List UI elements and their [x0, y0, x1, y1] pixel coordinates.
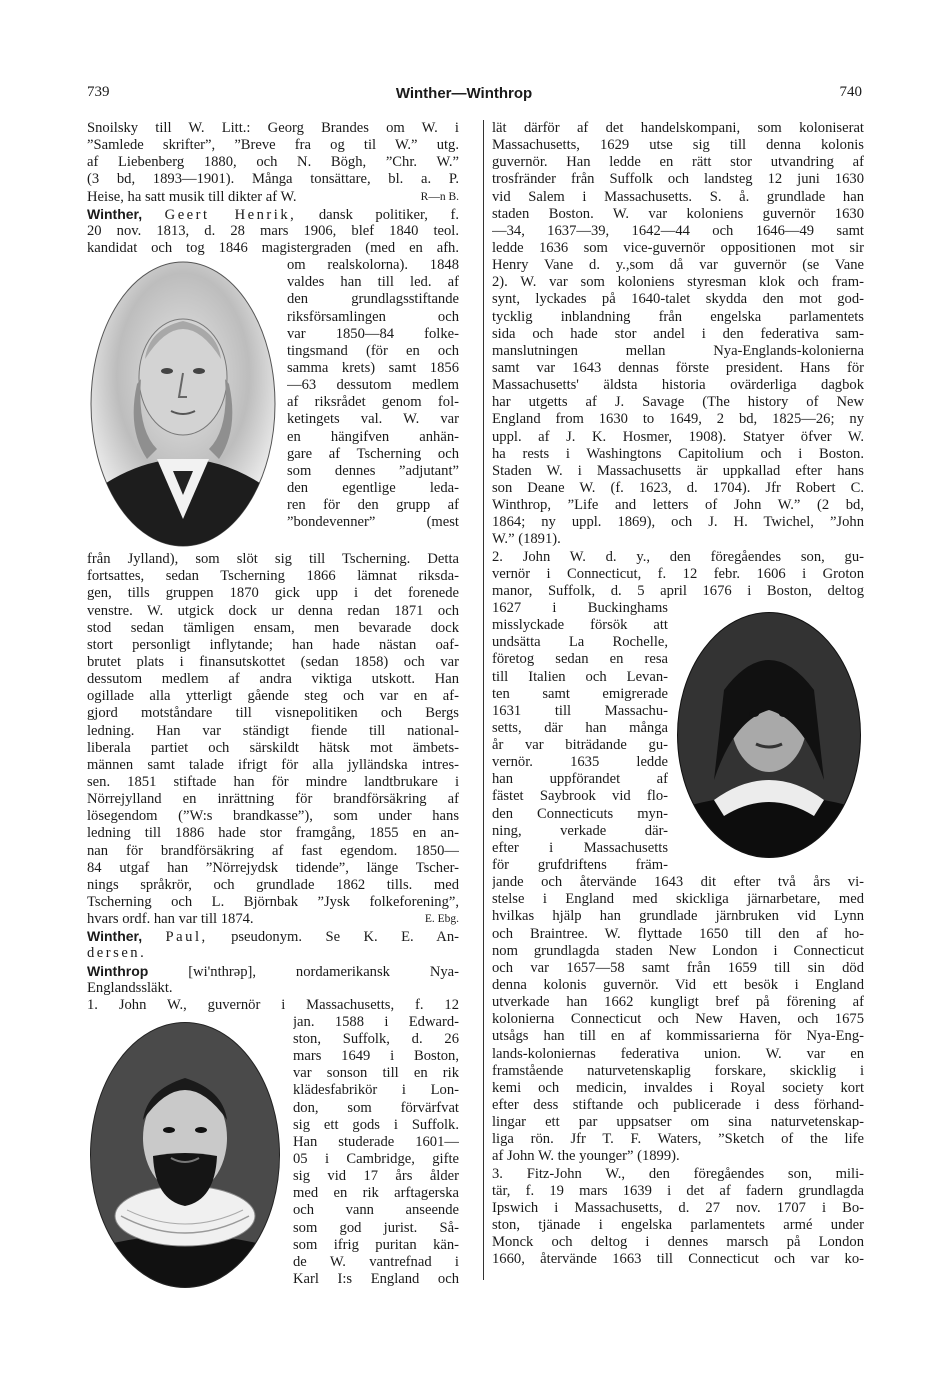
text-line: de W. vantrefnad i: [293, 1253, 459, 1270]
text-line: männen samt talade ifrigt för alla jylländska intres-: [87, 756, 459, 773]
text-line: lands-koloniernas federativa union. W. var en: [492, 1045, 864, 1062]
text-line: Karl I:s England och: [293, 1271, 459, 1288]
text-line: med en rik arftagerska: [293, 1185, 459, 1202]
portrait-john-winthrop: [87, 1020, 283, 1296]
text-line: 2. John W. d. y., den föregåendes son, gu-: [492, 548, 864, 565]
text-line: undsätta La Rochelle,: [492, 634, 668, 651]
text-line: hvars ordf. han var till 1874. E. Ebg.: [87, 911, 459, 928]
text-line: sig vid 17 års ålder: [293, 1168, 459, 1185]
text-line: fortsattes, sedan Tscherning 1866 lämnat riksda-: [87, 568, 459, 585]
text-line: England from 1630 to 1649, 2 bd, 1825—26; ny: [492, 411, 864, 428]
text-line: trosfränder från Suffolk och landsteg 12 juni 1630: [492, 171, 864, 188]
text-line: denna kolonis guvernör. Vid ett besök i England: [492, 977, 864, 994]
page-number-right: 740: [839, 84, 862, 100]
text-line: om realskolorna). 1848: [287, 257, 459, 274]
author-signature: E. Ebg.: [424, 913, 459, 926]
text-line: brutet plats i finansutskottet (sedan 1858) och var: [87, 653, 459, 670]
text-line: och Braintree. W. flyttade 1650 till den af ho-: [492, 925, 864, 942]
text-line: kolonierna Connecticut och New Haven, och 1675: [492, 1011, 864, 1028]
text-line: lät därför af det handelskompani, som koloniserat: [492, 120, 864, 136]
text-line: framstående naturvetenskaplig forskare, skicklig i: [492, 1062, 864, 1079]
text-line: (3 bd, 1893—1901). Många tonsättare, bl. a. P.: [87, 171, 459, 188]
text-line: valdes han till led. af: [287, 274, 459, 291]
text-line: utverkade han 1662 kungligt bref på förening af: [492, 994, 864, 1011]
text-line: tycklig inblandning från engelska parlamentets: [492, 308, 864, 325]
text-line: stelse i England med skickliga järnarbetare, med: [492, 891, 864, 908]
text-line: tär, f. 19 mars 1639 i det af fadern grundlagda: [492, 1182, 864, 1199]
text-line: som god jurist. Så-: [293, 1219, 459, 1236]
text-line: af John W. the younger” (1899).: [492, 1148, 680, 1165]
text-line: guvernör. Han ledde en rätt stor utvandring af: [492, 154, 864, 171]
text-line: lingar ett par uppsatser om sina naturvetenskap-: [492, 1114, 864, 1131]
text-line: ”Samlede skrifter”, ”Breve fra og til W.” utg.: [87, 137, 459, 154]
text-line: liberala partiet och särskildt hätsk mot ämbets-: [87, 739, 459, 756]
text-line: kemi och medicin, invaldes i Royal society kort: [492, 1079, 864, 1096]
text-line: Massachusetts, 1629 utse sig till denna kolonis: [492, 137, 864, 154]
text-line: sida och hade stor andel i den federativa sam-: [492, 325, 864, 342]
text-line: ha rests i Washingtons Capitolium och i Boston.: [492, 445, 864, 462]
text-line: som ifrig puritan kän-: [293, 1236, 459, 1253]
person-name: Paul,: [165, 929, 208, 946]
entry-text-continued: [492, 874, 864, 1148]
text-line: ren för den grupp af: [287, 497, 459, 514]
text-line: 1660, återvände 1663 till Connecticut och var ko-: [492, 1251, 864, 1268]
text-line: Nörrejylland en inrättning för brandförsäkring af: [87, 791, 459, 808]
text-line: sig ett gods i Suffolk.: [293, 1116, 459, 1133]
text-line: som dennes ”adjutant”: [287, 462, 459, 479]
text-line: af Liebenberg 1880, och N. Bögh, ”Chr. W.”: [87, 154, 459, 171]
entry-text-continued: [87, 551, 459, 911]
page-number-left: 739: [87, 84, 110, 100]
text-line: —63 dessutom medlem: [287, 377, 459, 394]
text-line: W.” (1891).: [492, 531, 561, 548]
text-line: nan för brandförsäkring af fast egendom. 1850—: [87, 842, 459, 859]
text-line: synt, lyckades på 1640-talet skydda den mot god-: [492, 291, 864, 308]
text-line: stort personligt inflytande; han hade nästan oaf-: [87, 636, 459, 653]
headword: Winther,: [87, 928, 143, 945]
person-name: Geert Henrik,: [164, 206, 297, 223]
text-line: Massachusetts' äldsta historia ovärderliga dagbok: [492, 377, 864, 394]
text-line: Han studerade 1601—: [293, 1133, 459, 1150]
text-line: ston, Suffolk, d. 26: [293, 1031, 459, 1048]
text-line: efter i Massachusetts: [492, 839, 668, 856]
entry-text: [87, 223, 459, 257]
text-line: liga rön. Jfr T. F. Waters, ”Sketch of the life: [492, 1131, 864, 1148]
text-line: ning, verkade där-: [492, 822, 668, 839]
text-line: Heise, ha satt musik till dikter af W. R—n B.: [87, 188, 459, 205]
text-line: 1864; ny uppl. 1869), och J. H. Twichel, ”John: [492, 514, 864, 531]
text-line: ogillade alla ytterligt gående steg och var en af-: [87, 688, 459, 705]
entry-winther-geert-heading: Winther, Geert Henrik, dansk politiker, f.: [87, 205, 459, 223]
entry-fitz-john-winthrop: [492, 1166, 864, 1269]
text-line: 2). W. var som koloniens styresman klok och fram-: [492, 274, 864, 291]
text-line: ledning. Han var ständigt fiende till national-: [87, 722, 459, 739]
text-line: stod sedan tämligen ensam, men bevarade dock: [87, 619, 459, 636]
text-line: don, som förvärfvat: [293, 1099, 459, 1116]
text-line: nings språkrör, och grundlade 1862 tills. med: [87, 876, 459, 893]
text-line: vernör i Connecticut, f. 12 febr. 1606 i Groton: [492, 565, 864, 582]
entry-winther-paul-heading: Winther, Paul, pseudonym. Se K. E. An-: [87, 928, 459, 946]
text-line: manor, Suffolk, d. 5 april 1676 i Boston, deltog: [492, 582, 864, 599]
text-line: gjord motståndare till visnepolitiken och Bergs: [87, 705, 459, 722]
text-line: dersen.: [87, 945, 147, 962]
text-line: dessutom medlem af andra viktiga utskott. Han: [87, 671, 459, 688]
text-line: lösegendom (”W:s brandkasse”), som under hans: [87, 808, 459, 825]
text-line: son Deane W. (f. 1623, d. 1704). Jfr Robert C.: [492, 479, 864, 496]
text-line: ledning till 1886 hade stor framgång, 1855 en an-: [87, 825, 459, 842]
text-line: riksförsamlingen och: [287, 308, 459, 325]
text-line: en hängifven anhän-: [287, 428, 459, 445]
text-line: vernör. 1635 ledde: [492, 754, 668, 771]
text-line: var sonson till en rik: [293, 1065, 459, 1082]
text-line: Tscherning och L. Björnbak ”Jysk folkeforening”,: [87, 893, 459, 910]
text-line: staden Boston. W. var koloniens guvernör 1630: [492, 205, 864, 222]
text-line: ledde 1636 som vice-guvernör oppositionen mot sir: [492, 239, 864, 256]
text-line: Snoilsky till W. Litt.: Georg Brandes om W. i: [87, 120, 459, 136]
text-line: utsågs han till en af kommissarierna för Nya-Eng-: [492, 1028, 864, 1045]
text-line: efter dess stiftande och publicerade i dess förhand-: [492, 1097, 864, 1114]
text-line: nom grundlagda staden New London i Connecticut: [492, 942, 864, 959]
text-line: år var biträdande gu-: [492, 737, 668, 754]
text-line: från Jylland), som slöt sig till Tscherning. Detta: [87, 551, 459, 568]
text-line: uppl. af J. K. Hosmer, 1908). Statyer öfver W.: [492, 428, 864, 445]
left-column: [87, 120, 459, 1296]
text-line: Ipswich i Massachusetts, d. 27 nov. 1707 i Bo-: [492, 1199, 864, 1216]
running-head: Winther—Winthrop: [395, 85, 533, 102]
text-line: —34, 1637—39, 1642—44 och 1646—49 samt: [492, 222, 864, 239]
text-line: för grufdriftens främ-: [492, 857, 668, 874]
entry-john-winthrop-younger: [492, 549, 864, 600]
author-signature: R—n B.: [420, 190, 459, 203]
text-line: mars 1649 i Boston,: [293, 1048, 459, 1065]
text-line: den egentlige leda-: [287, 479, 459, 496]
text-line: manslutningen mellan Nya-Englands-kolonierna: [492, 342, 864, 359]
text-line: den grundlagsstiftande: [287, 291, 459, 308]
portrait-block: [87, 257, 459, 551]
text-line: 3. Fitz-John W., den föregåendes son, mili-: [492, 1165, 864, 1182]
text-line: tingsmand (för en och: [287, 342, 459, 359]
text-line: fästet Saybrook vid flo-: [492, 788, 668, 805]
text-line: ten samt emigrerade: [492, 685, 668, 702]
winther-litt-text: [87, 120, 459, 189]
text-line: ”bondevenner” (mest: [287, 514, 459, 531]
text-line: setts, där han många: [492, 719, 668, 736]
text-line: 1627 i Buckinghams: [492, 599, 668, 616]
text-line: den Connecticuts myn-: [492, 805, 668, 822]
text-line: var 1850—84 folke-: [287, 325, 459, 342]
text-line: 05 i Cambridge, gifte: [293, 1151, 459, 1168]
john-winthrop-text: [492, 120, 864, 531]
headword: Winther,: [87, 205, 143, 222]
headword: Winthrop: [87, 962, 149, 979]
text-line: af riksrådet genom fol-: [287, 394, 459, 411]
text-line: har utgetts af J. Savage (The history of New: [492, 394, 864, 411]
text-line: samma krets) samt 1856: [287, 359, 459, 376]
text-line: företog sedan en resa: [492, 651, 668, 668]
text-line: ston, tjänade i engelska parlamentets armé under: [492, 1217, 864, 1233]
text-line: jan. 1588 i Edward-: [293, 1013, 459, 1030]
text-line: Monck och deltog i dennes marsch på London: [492, 1234, 864, 1251]
text-line: hvilkas hjälp han grundlade järnbruken vid Lynn: [492, 908, 864, 925]
text-line: Englandssläkt.: [87, 979, 173, 996]
portrait-block: [492, 600, 864, 874]
portrait-john-winthrop-younger: [674, 610, 864, 870]
text-line: gen, tills gruppen 1870 gick upp i det forenede: [87, 585, 459, 602]
text-line: till Italien och Levan-: [492, 668, 668, 685]
text-line: Staden W. i Massachusetts är uppkallad efter hans: [492, 462, 864, 479]
entry-john-winthrop-heading: 1. John W., guvernör i Massachusetts, f. 12: [87, 996, 459, 1013]
text-line: gare af Tscherning och: [287, 445, 459, 462]
text-line: samt var 1643 dennas förste president. Hans för: [492, 359, 864, 376]
text-line: ketingets val. W. var: [287, 411, 459, 428]
text-line: och vann anseende: [293, 1202, 459, 1219]
text-line: misslyckade försök att: [492, 617, 668, 634]
text-line: 1631 till Massachu-: [492, 702, 668, 719]
text-line: han uppförandet af: [492, 771, 668, 788]
portrait-geert-winther: [87, 259, 279, 551]
wrapped-text: [492, 600, 668, 874]
entry-winthrop-heading: Winthrop [wi'nthrəp], nordamerikansk Nya-: [87, 962, 459, 980]
text-line: Henry Vane d. y.,som då var guvernör (se Vane: [492, 257, 864, 274]
text-line: sen. 1851 stiftade han för mindre landtbrukare i: [87, 773, 459, 790]
portrait-block: [87, 1014, 459, 1296]
text-line: jande och återvände 1643 dit efter två års vi-: [492, 874, 864, 891]
text-line: 20 nov. 1813, d. 28 mars 1906, blef 1840 teol.: [87, 222, 459, 239]
wrapped-text: [293, 1014, 459, 1296]
text-line: venstre. W. utgick dock ur denna redan 1871 och: [87, 602, 459, 619]
column-divider: [483, 120, 484, 1280]
text-line: och var 1657—58 samt från 1659 till sin död: [492, 959, 864, 976]
text-line: Winthrop, ”Life and letters of John W.” (2 bd,: [492, 497, 864, 514]
wrapped-text: [287, 257, 459, 551]
text-line: klädesfabrikör i Lon-: [293, 1082, 459, 1099]
text-line: vid Salem i Massachusetts. S. å. grundlade han: [492, 188, 864, 205]
text-line: kandidat och tog 1846 magistergraden (med en afh.: [87, 239, 459, 256]
text-line: 84 utgaf han ”Nörrejydsk tidende”, länge Tscher-: [87, 859, 459, 876]
right-column: [492, 120, 864, 1268]
